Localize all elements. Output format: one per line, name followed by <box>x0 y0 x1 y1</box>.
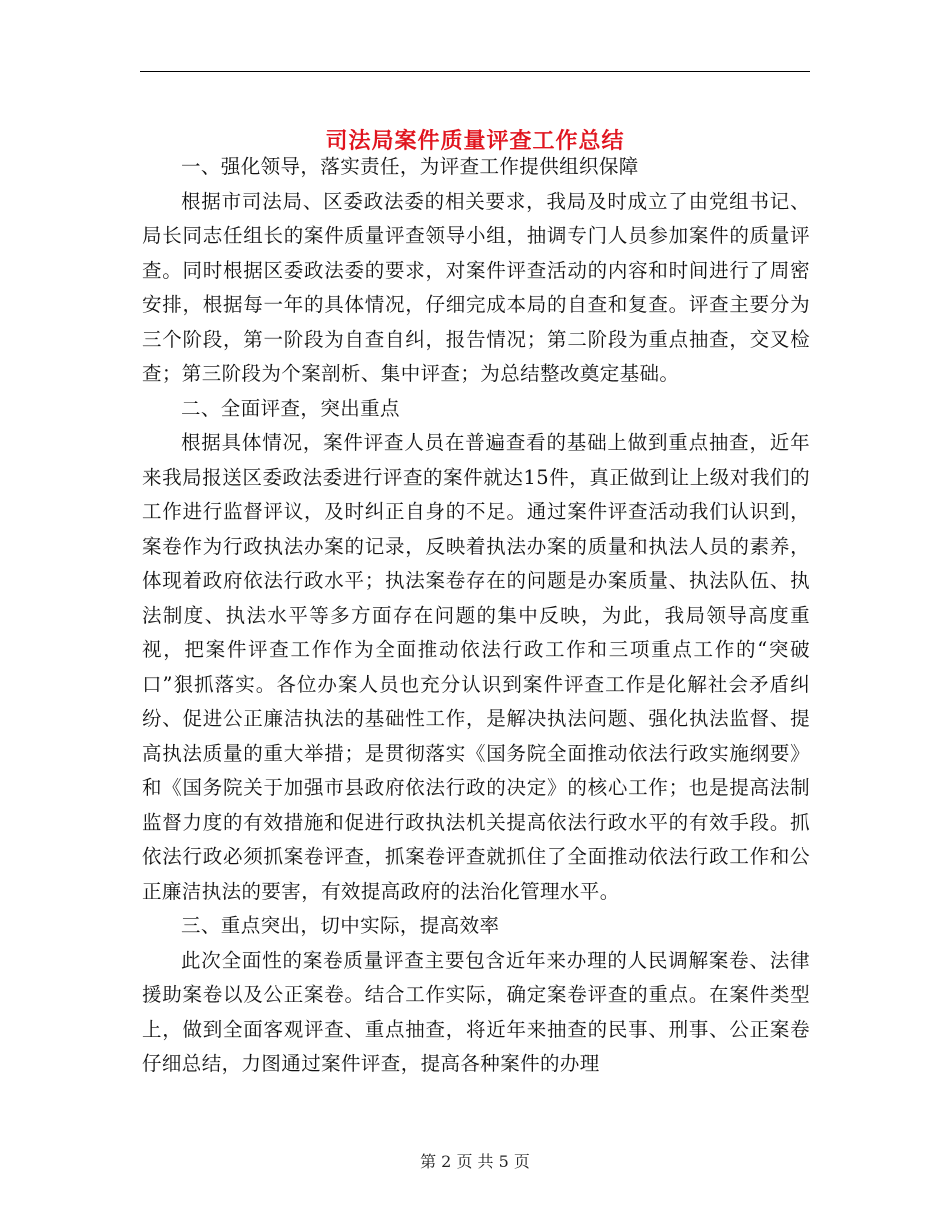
document-title: 司法局案件质量评查工作总结 <box>325 127 625 154</box>
document-body <box>142 150 810 1082</box>
section-heading-3: 三、重点突出，切中实际，提高效率 <box>181 914 500 937</box>
section-heading-1: 一、强化领导，落实责任，为评查工作提供组织保障 <box>181 155 639 178</box>
body-paragraph-1: 根据市司法局、区委政法委的相关要求，我局及时成立了由党组书记、局长同志任组长的案件质量评查领导小组，抽调专门人员参加案件的质量评查。同时根据区委政法委的要求，对案件评查活动的内容和时间进行了周密安排，根据每一年的具体情况，仔细完成本局的自查和复查。评查主要分为三个阶段，第一阶段为自查自纠，报告情况；第二阶段为重点抽查，交叉检查；第三阶段为个案剖析、集中评查；为总结整改奠定基础。 <box>142 189 810 385</box>
header-rule <box>140 71 810 72</box>
body-paragraph-2: 根据具体情况，案件评查人员在普遍查看的基础上做到重点抽查，近年来我局报送区委政法委进行评查的案件就达15件，真正做到让上级对我们的工作进行监督评议，及时纠正自身的不足。通过案件评查活动我们认识到，案卷作为行政执法办案的记录，反映着执法办案的质量和执法人员的素养，体现着政府依法行政水平；执法案卷存在的问题是办案质量、执法队伍、执法制度、执法水平等多方面存在问题的集中反映，为此，我局领导高度重视，把案件评查工作作为全面推动依法行政工作和三项重点工作的“突破口”狠抓落实。各位办案人员也充分认识到案件评查工作是化解社会矛盾纠纷、促进公正廉洁执法的基础性工作，是解决执法问题、强化执法监督、提高执法质量的重大举措；是贯彻落实《国务院全面推动依法行政实施纲要》和《国务院关于加强市县政府依法行政的决定》的核心工作；也是提高法制监督力度的有效措施和促进行政执法机关提高依法行政水平的有效手段。抓依法行政必须抓案卷评查，抓案卷评查就抓住了全面推动依法行政工作和公正廉洁执法的要害，有效提高政府的法治化管理水平。 <box>142 431 810 903</box>
page-number: 第 2 页 共 5 页 <box>420 1152 530 1171</box>
body-paragraph-3: 此次全面性的案卷质量评查主要包含近年来办理的人民调解案卷、法律援助案卷以及公正案卷。结合工作实际，确定案卷评查的重点。在案件类型上，做到全面客观评查、重点抽查，将近年来抽查的民事、刑事、公正案卷仔细总结，力图通过案件评查，提高各种案件的办理 <box>142 948 810 1075</box>
section-heading-2: 二、全面评查，突出重点 <box>181 396 400 420</box>
